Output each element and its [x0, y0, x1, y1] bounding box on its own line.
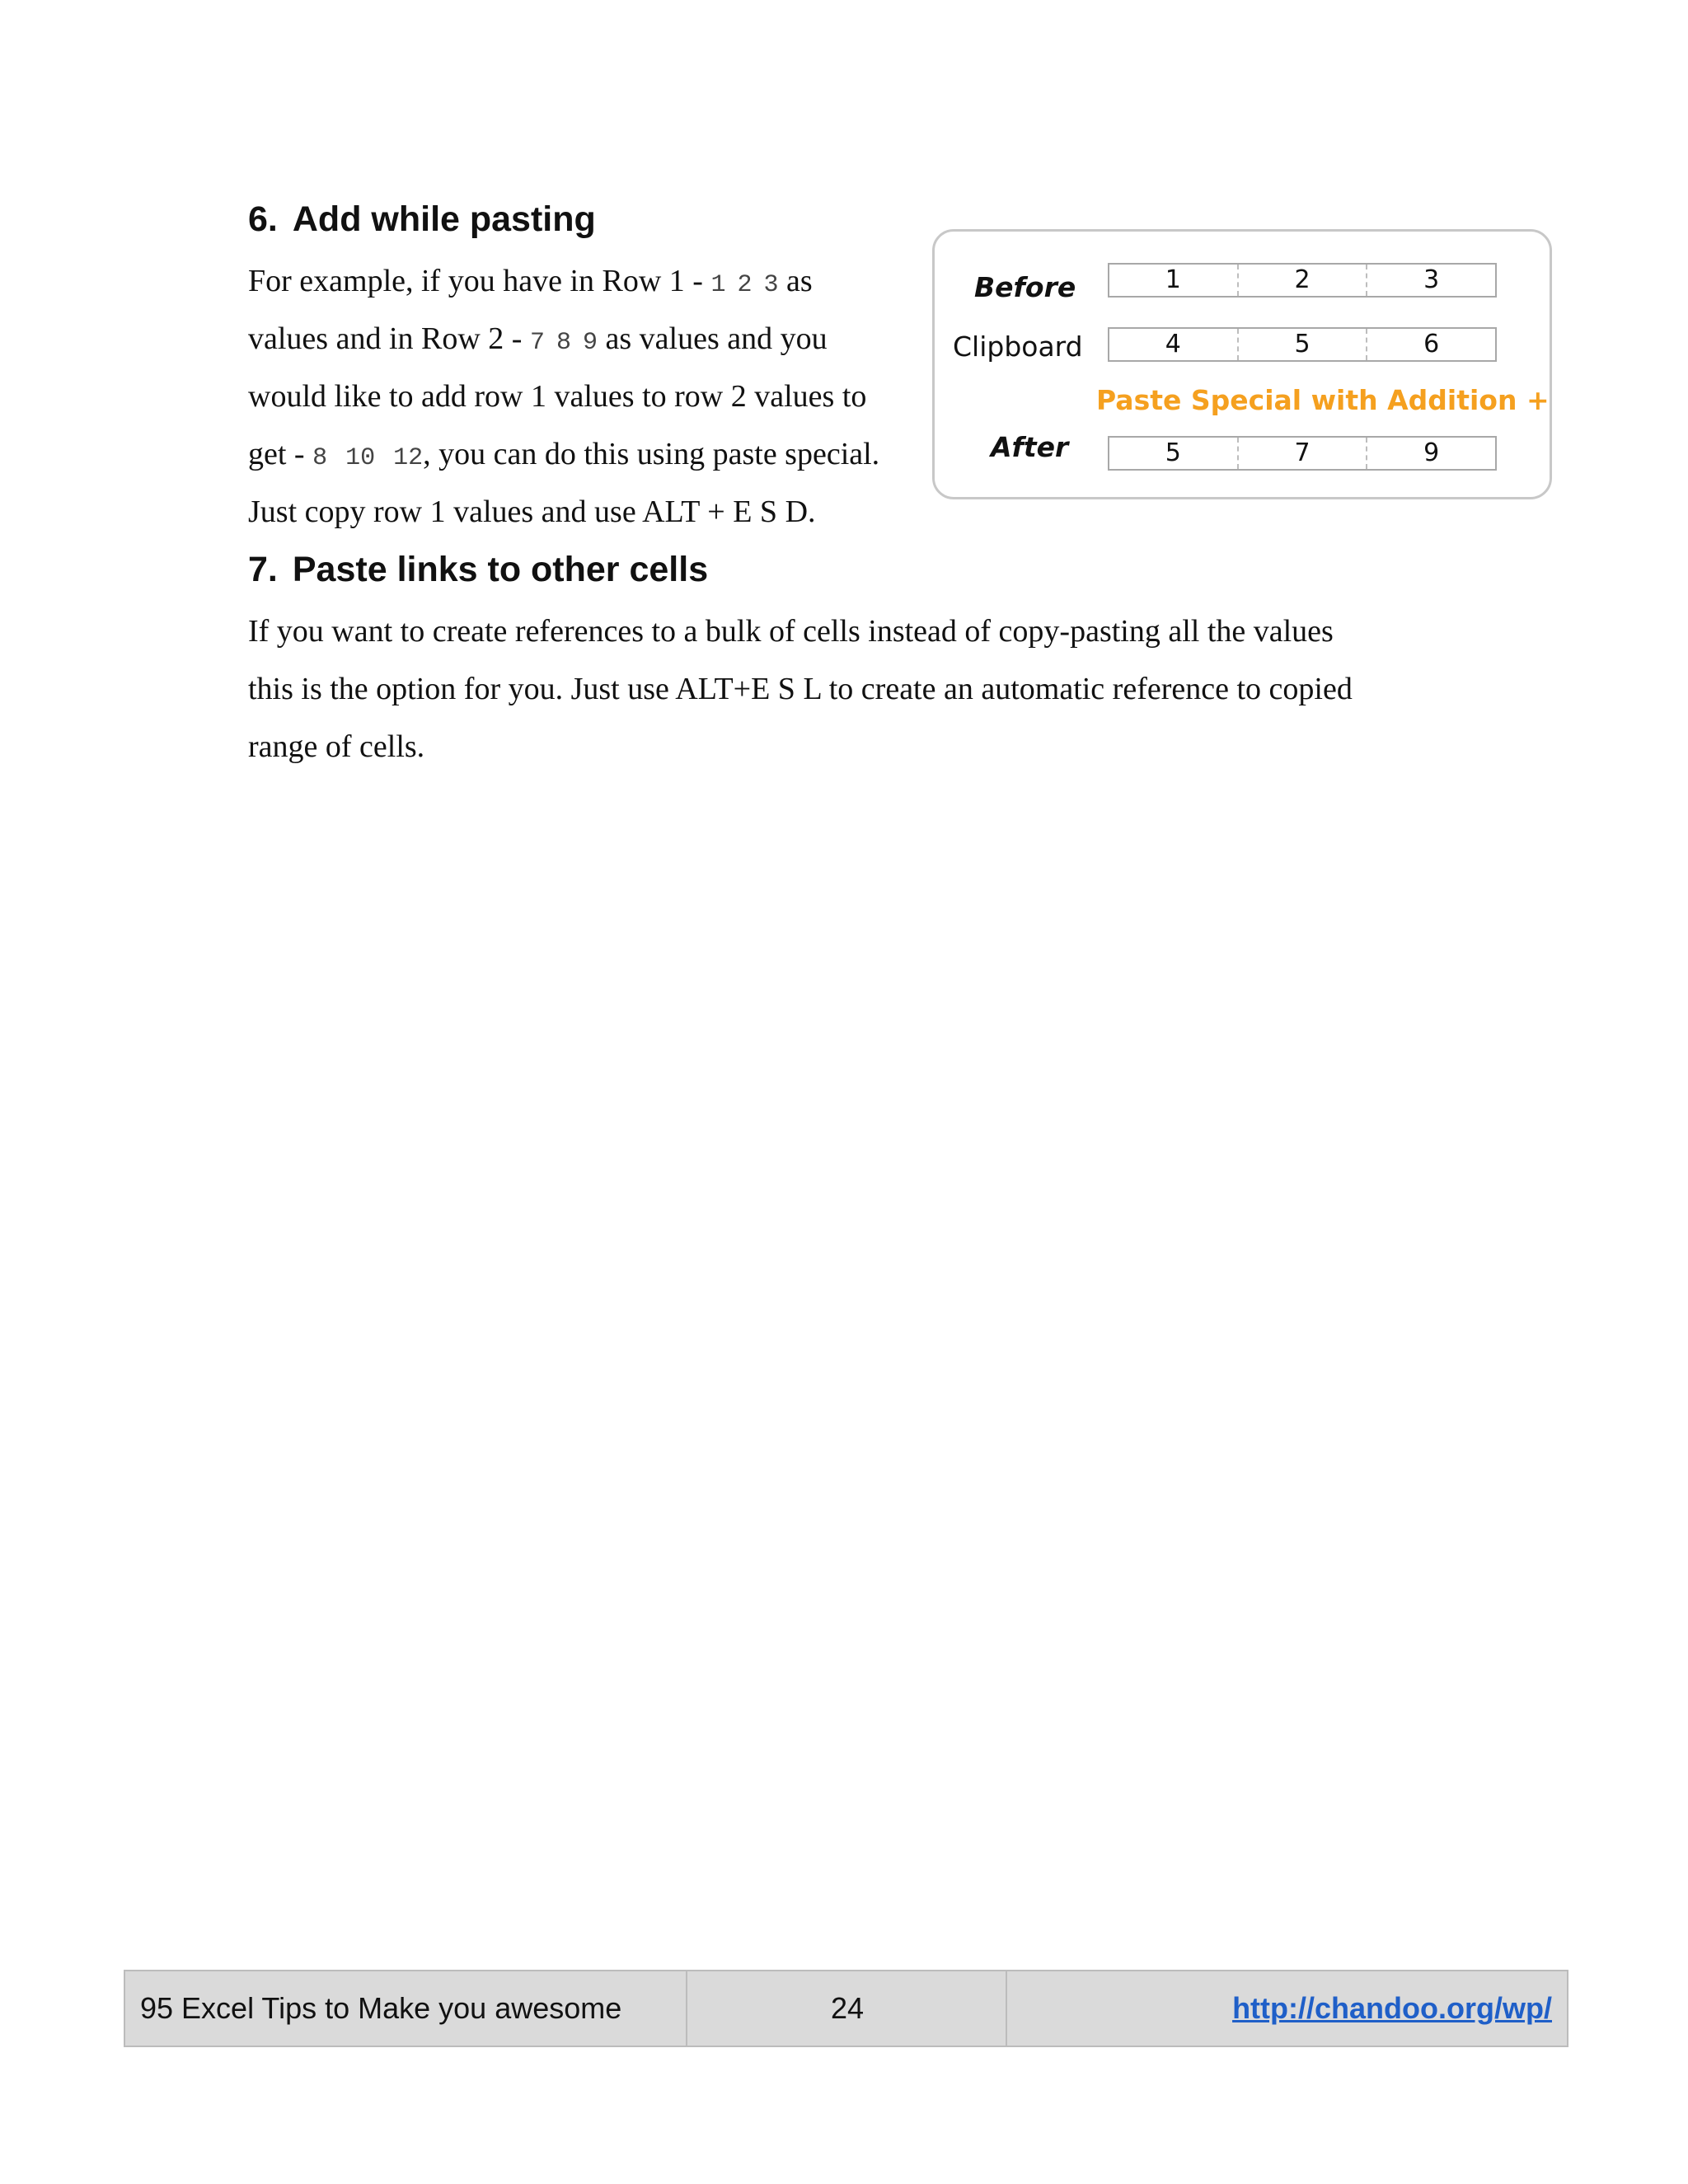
footer-divider	[686, 1971, 687, 2046]
paragraph-line	[248, 310, 879, 368]
section-number: 7.	[248, 550, 278, 589]
clipboard-row	[1108, 327, 1497, 362]
result-value-2: 10	[345, 444, 376, 472]
page-number: 24	[831, 1991, 865, 2025]
text: as	[778, 264, 813, 298]
result-value-1: 8	[312, 444, 328, 472]
section-6-paragraph	[248, 252, 879, 541]
paragraph-line: range of cells.	[248, 729, 425, 764]
after-row	[1108, 436, 1497, 471]
cell: 6	[1423, 330, 1440, 359]
cell: 5	[1109, 438, 1239, 469]
text: as values and you	[598, 321, 828, 356]
paragraph-line: would like to add row 1 values to row 2 values to	[248, 379, 867, 414]
paragraph-line	[248, 252, 879, 310]
cell: 1	[1109, 265, 1239, 296]
text: get -	[248, 437, 313, 471]
clipboard-label: Clipboard	[953, 330, 1083, 363]
footer-link[interactable]: http://chandoo.org/wp/	[1232, 1991, 1552, 2025]
section-7-heading	[248, 552, 708, 588]
section-title: Paste links to other cells	[292, 550, 709, 589]
cell: 3	[1423, 265, 1440, 294]
before-label: Before	[974, 271, 1076, 303]
row1-value-2: 2	[737, 271, 753, 299]
cell: 5	[1239, 329, 1368, 360]
paragraph-line: If you want to create references to a bulk of cells instead of copy-pasting all the values	[248, 614, 1334, 649]
footer-divider	[1006, 1971, 1007, 2046]
section-number: 6.	[248, 199, 278, 239]
row1-value-3: 3	[763, 271, 779, 299]
cell: 9	[1423, 438, 1440, 467]
paste-special-figure	[932, 229, 1552, 499]
paragraph-line	[248, 425, 879, 483]
cell: 2	[1239, 265, 1368, 296]
result-value-3: 12	[393, 444, 424, 472]
row2-value-3: 9	[582, 329, 598, 357]
paste-special-note: Paste Special with Addition +	[1096, 384, 1550, 416]
row2-value-2: 8	[556, 329, 571, 357]
paragraph-line: this is the option for you. Just use ALT+E S L to create an automatic reference to copied	[248, 672, 1353, 706]
paragraph-line: Just copy row 1 values and use ALT + E S D.	[248, 494, 816, 529]
row2-value-1: 7	[529, 329, 545, 357]
section-title: Add while pasting	[292, 199, 596, 239]
section-6-heading	[248, 199, 596, 239]
row1-value-1: 1	[710, 271, 726, 299]
section-7-paragraph	[248, 602, 1353, 776]
after-label: After	[991, 431, 1069, 463]
text: , you can do this using paste special.	[423, 437, 880, 471]
page-footer	[124, 1970, 1568, 2047]
footer-title: 95 Excel Tips to Make you awesome	[140, 1991, 622, 2025]
text: values and in Row 2 -	[248, 321, 530, 356]
before-row	[1108, 263, 1497, 298]
cell: 4	[1109, 329, 1239, 360]
text: For example, if you have in Row 1 -	[248, 264, 711, 298]
cell: 7	[1239, 438, 1368, 469]
